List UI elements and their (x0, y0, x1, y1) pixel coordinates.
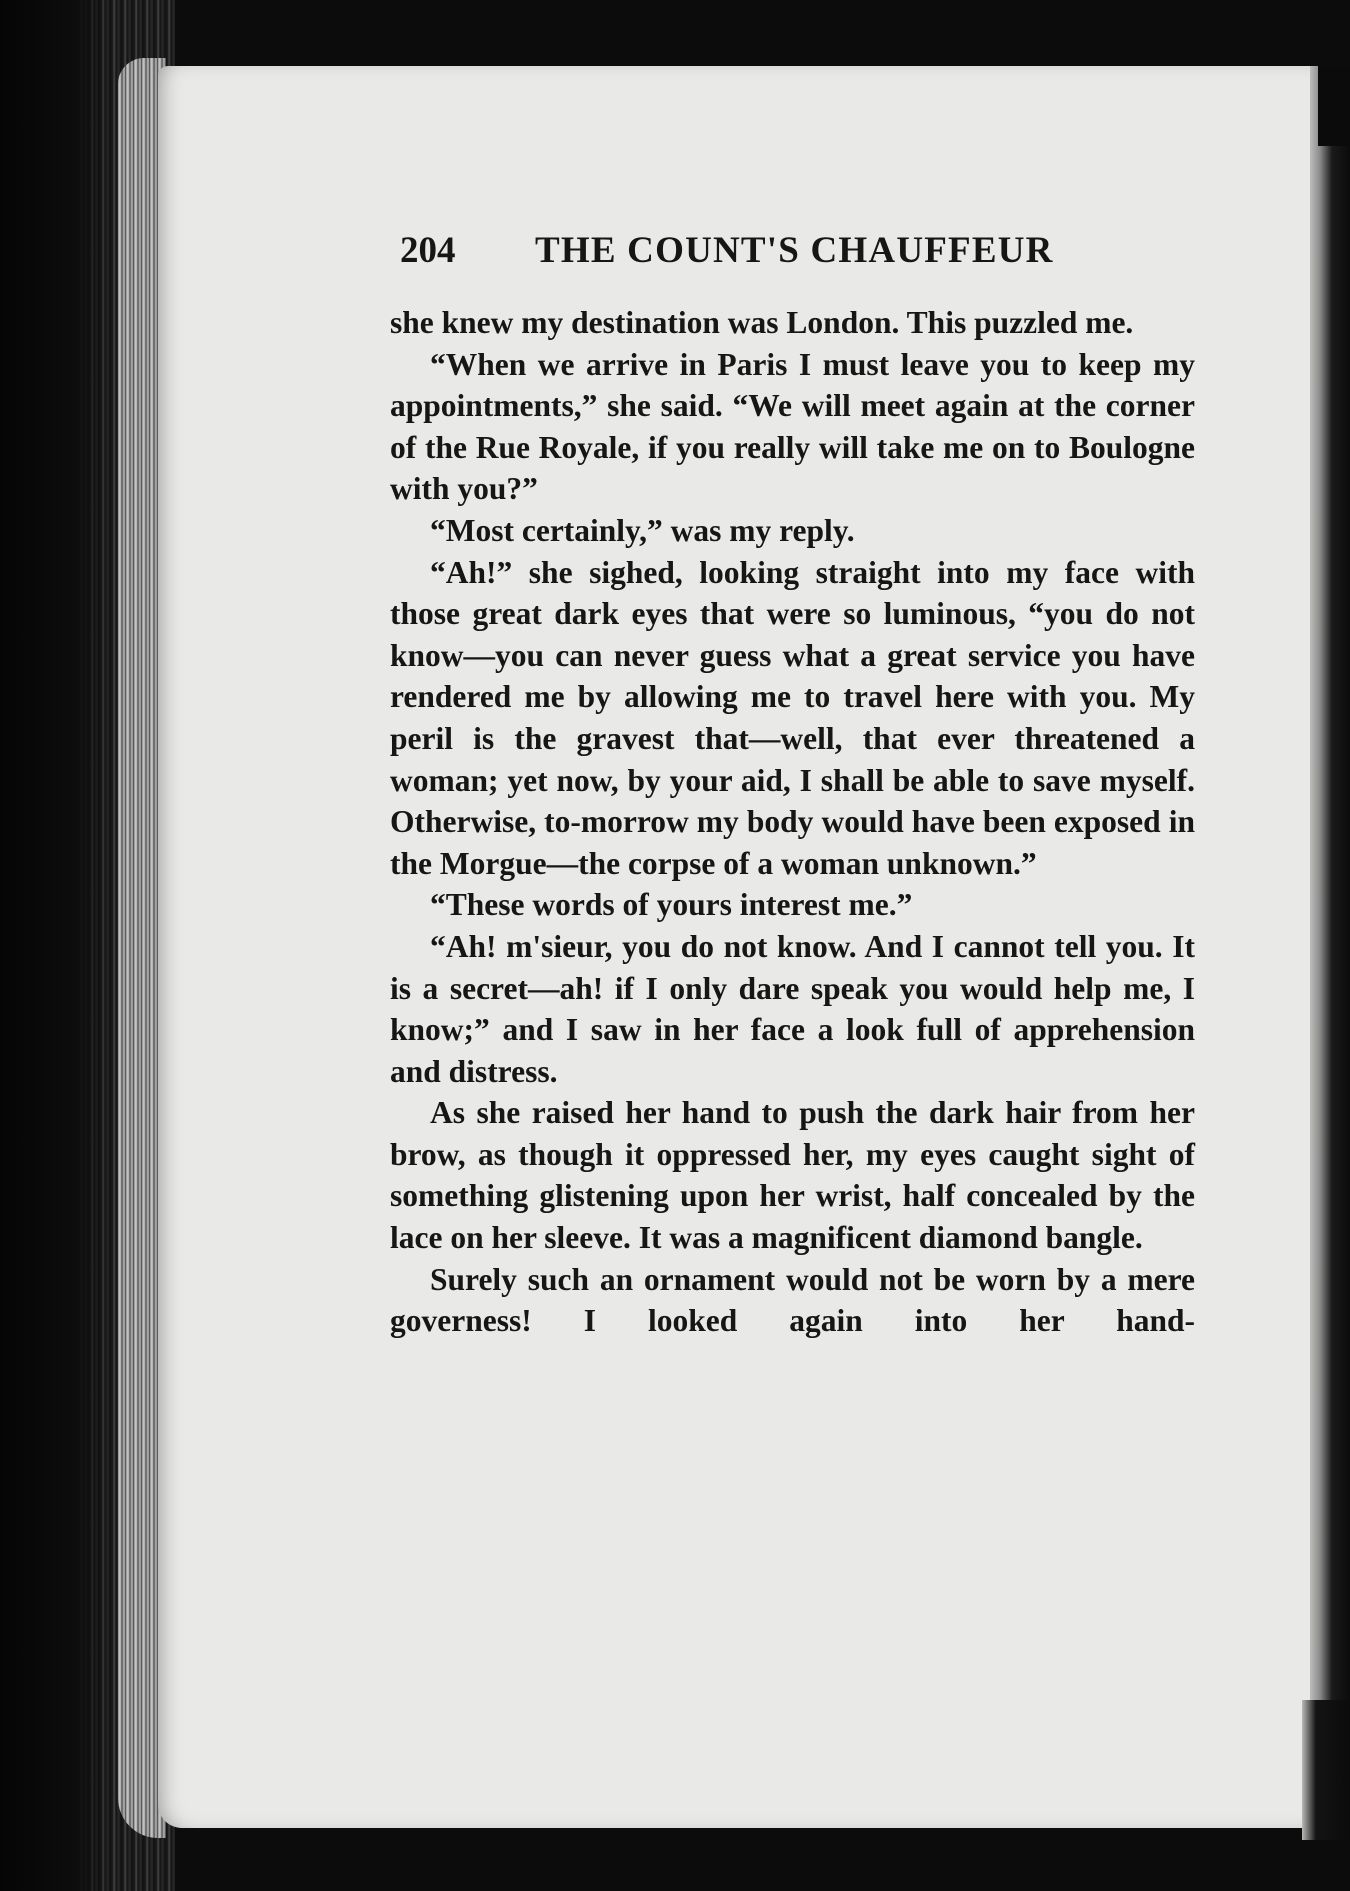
body-text (390, 302, 1195, 1342)
running-head (400, 226, 1070, 276)
right-edge-shadow-bottom (1302, 1700, 1350, 1840)
right-page-edge (1310, 66, 1350, 1826)
paragraph: she knew my destination was London. This puzzled me. (390, 305, 1134, 340)
paragraph: Surely such an ornament would not be worn by a mere governess! I looked again into her hand- (390, 1261, 1195, 1339)
page-number: 204 (400, 230, 456, 271)
running-title: THE COUNT'S CHAUFFEUR (535, 230, 1054, 271)
paragraph: “Most certainly,” was my reply. (430, 512, 855, 548)
binding-shadow (0, 0, 110, 1891)
paragraph: As she raised her hand to push the dark hair from her brow, as though it oppressed her, my eyes caught sight of something glistening upon her wrist, half concealed by the lace on her sleeve. It was a magnificent diamond bangle. (390, 1095, 1195, 1256)
right-edge-shadow-top (1318, 66, 1350, 146)
paragraph: “When we arrive in Paris I must leave you to keep my appointments,” she said. “We will meet again at the corner of the Rue Royale, if you really will take me on to Boulogne with you?” (390, 346, 1195, 507)
paragraph: “These words of yours interest me.” (430, 887, 913, 923)
paragraph: “Ah! m'sieur, you do not know. And I cannot tell you. It is a secret—ah! if I only dare speak you would help me, I know;” and I saw in her face a look full of apprehension and distress. (390, 928, 1195, 1089)
paragraph: “Ah!” she sighed, looking straight into my face with those great dark eyes that were so luminous, “you do not know—you can never guess what a great service you have rendered me by allowing me to travel here with you. My peril is the gravest that—well, that ever threatened a woman; yet now, by your aid, I shall be able to save myself. Otherwise, to-morrow my body would have been exposed in the Morgue—the corpse of a woman unknown.” (390, 554, 1195, 881)
